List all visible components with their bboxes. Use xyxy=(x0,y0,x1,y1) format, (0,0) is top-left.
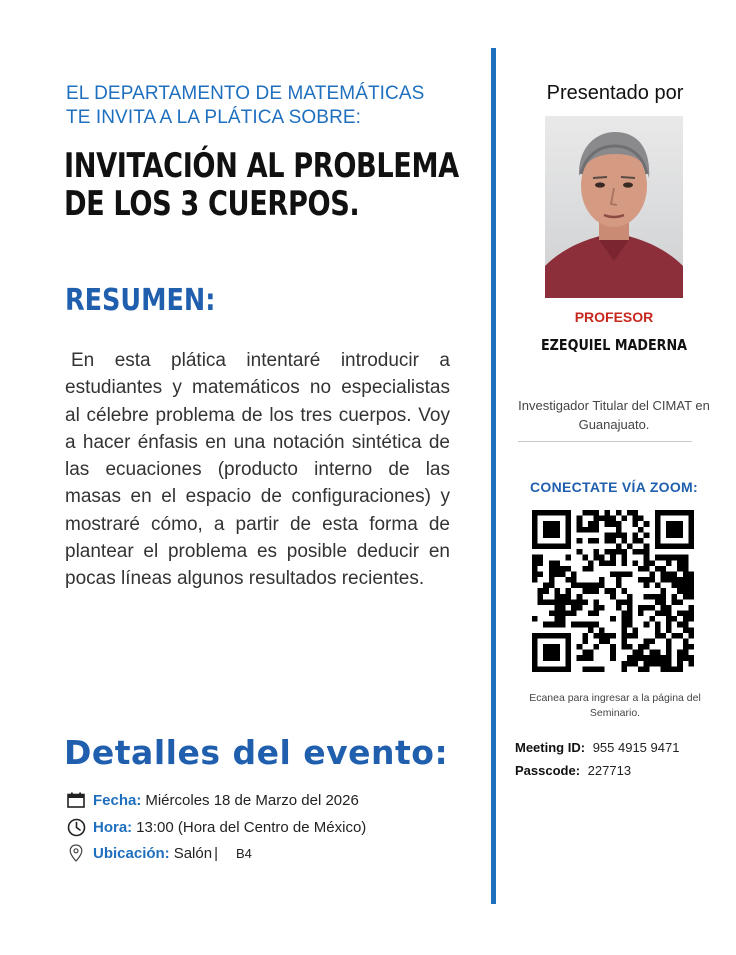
intro-text xyxy=(66,82,486,130)
intro-line-2: TE INVITA A LA PLÁTICA SOBRE: xyxy=(66,107,362,128)
location-label: Ubicación: xyxy=(93,844,170,862)
meeting-id-row xyxy=(515,740,679,755)
scan-line-2: Seminario. xyxy=(589,707,641,719)
intro-line-1: EL DEPARTAMENTO DE MATEMÁTICAS xyxy=(66,83,425,104)
talk-title xyxy=(64,146,459,224)
meeting-id-label: Meeting ID: xyxy=(515,740,586,755)
passcode-row xyxy=(515,763,631,778)
meeting-id-value: 955 4915 9471 xyxy=(592,740,680,755)
detail-time xyxy=(66,816,366,838)
resumen-body: En esta plática intentaré introducir a estudiantes y matemáticos no especialistas al célebre problema de los tres cuerpos. Voy a hacer énfasis en una notación sintética de las ecuaciones (producto interno de las masas en el espacio de configuraciones) y mostraré cómo, a partir de esta forma de plantear el problema es posible deducir en pocas líneas algunos resultados recientes. xyxy=(65,350,450,590)
clock-icon xyxy=(66,817,86,837)
presenter-desc-line-1: Investigador Titular del CIMAT en xyxy=(518,398,710,413)
passcode-label: Passcode: xyxy=(515,763,581,778)
section-separator xyxy=(518,441,692,442)
zoom-heading: CONECTATE VÍA ZOOM: xyxy=(530,479,698,495)
presenter-name: EZEQUIEL MADERNA xyxy=(540,336,688,354)
presenter-role: PROFESOR xyxy=(574,309,654,325)
resumen-heading: RESUMEN: xyxy=(65,283,216,318)
scan-line-1: Ecanea para ingresar a la página del xyxy=(529,692,701,704)
zoom-qr-code[interactable] xyxy=(532,510,694,672)
scan-instructions xyxy=(515,691,715,721)
presented-by-heading: Presentado por xyxy=(546,82,684,104)
calendar-icon xyxy=(66,790,86,810)
vertical-divider xyxy=(491,48,496,904)
time-label: Hora: xyxy=(93,818,133,836)
location-value: Salón xyxy=(173,844,213,862)
presenter-desc-line-2: Guanajuato. xyxy=(578,417,650,432)
title-line-2: DE LOS 3 CUERPOS. xyxy=(64,184,360,224)
presenter-description xyxy=(500,396,728,434)
date-label: Fecha: xyxy=(93,791,142,809)
detail-date xyxy=(66,789,359,811)
details-heading: Detalles del evento: xyxy=(64,733,449,772)
time-value: 13:00 (Hora del Centro de México) xyxy=(136,818,367,836)
location-code: B4 xyxy=(235,845,252,861)
location-pin-icon xyxy=(66,843,86,863)
location-separator: | xyxy=(214,844,218,862)
detail-location xyxy=(66,842,252,864)
date-value: Miércoles 18 de Marzo del 2026 xyxy=(145,791,359,809)
presenter-photo xyxy=(545,116,683,298)
title-line-1: INVITACIÓN AL PROBLEMA xyxy=(64,146,459,186)
passcode-value: 227713 xyxy=(587,763,632,778)
